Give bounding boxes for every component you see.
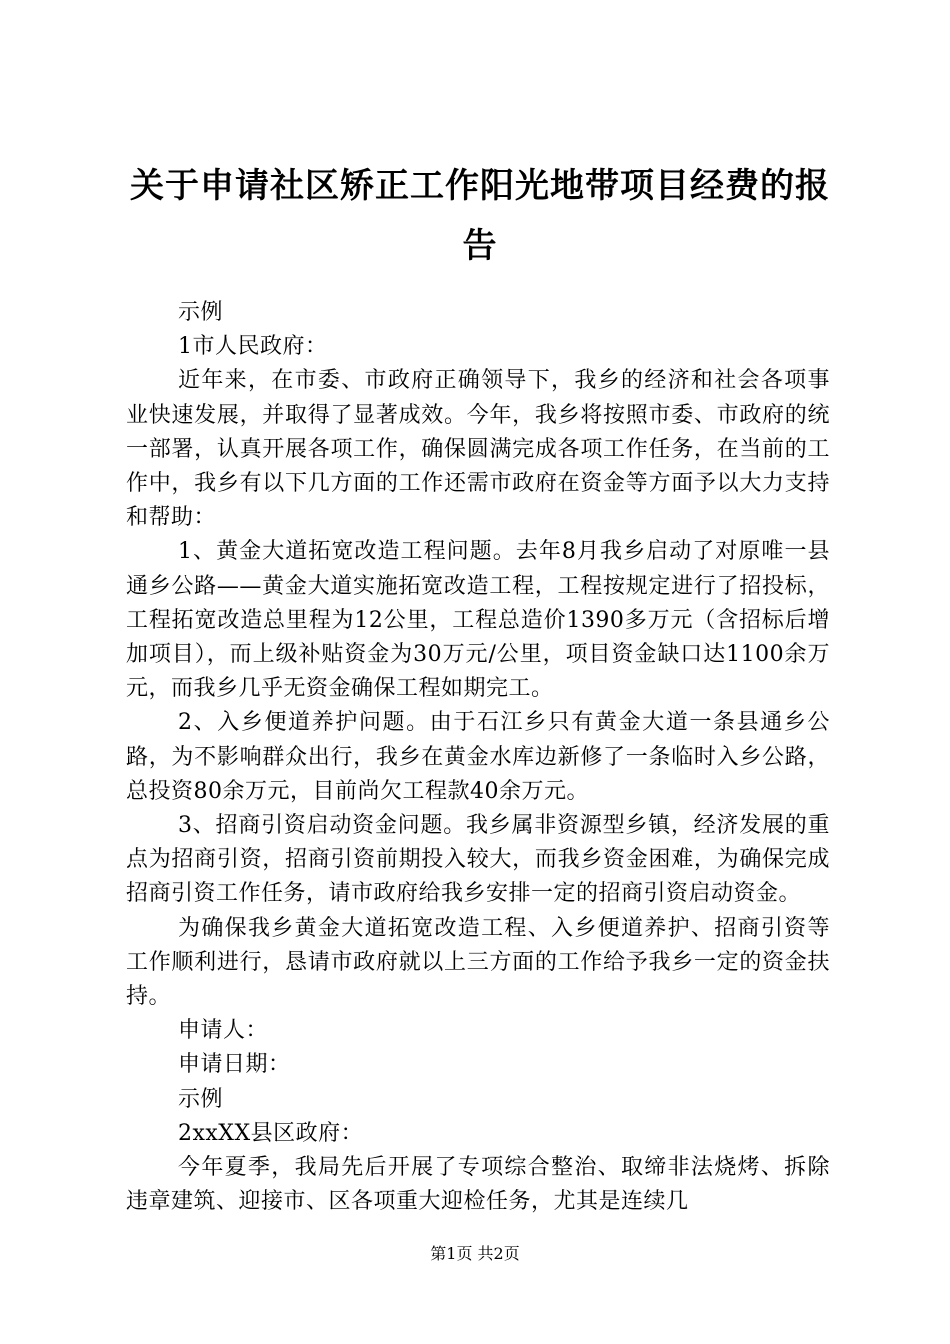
paragraph-addressee: 1市人民政府：: [178, 334, 328, 360]
document-title: 关于申请社区矫正工作阳光地带项目经费的报告: [130, 166, 830, 266]
paragraph-applicant: 申请人：: [178, 1018, 269, 1044]
paragraph-item-2: 2、入乡便道养护问题。由于石江乡只有黄金大道一条县通乡公路，为不影响群众出行，我乡在黄金水库边新修了一条临时入乡公路，总投资80余万元，目前尚欠工程款40余万元。: [126, 710, 830, 804]
paragraph-item-1: 1、黄金大道拓宽改造工程问题。去年8月我乡启动了对原唯一县通乡公路——黄金大道实施拓宽改造工程，工程按规定进行了招投标，工程拓宽改造总里程为12公里，工程总造价1390多万元（含招标后增加项目），而上级补贴资金为30万元/公里，项目资金缺口达1100余万元，而我乡几乎无资金确保工程如期完工。: [126, 539, 830, 702]
paragraph-addressee-2: 2xxXX县区政府：: [178, 1120, 364, 1146]
document-body: [126, 296, 830, 1219]
paragraph-example-label: 示例: [178, 300, 224, 325]
paragraph-intro: 近年来，在市委、市政府正确领导下，我乡的经济和社会各项事业快速发展，并取得了显著成效。今年，我乡将按照市委、市政府的统一部署，认真开展各项工作，确保圆满完成各项工作任务，在当前的工作中，我乡有以下几方面的工作还需市政府在资金等方面予以大力支持和帮助：: [126, 368, 830, 531]
paragraph-item-3: 3、招商引资启动资金问题。我乡属非资源型乡镇，经济发展的重点为招商引资，招商引资前期投入较大，而我乡资金困难，为确保完成招商引资工作任务，请市政府给我乡安排一定的招商引资启动资金。: [126, 813, 830, 907]
paragraph-date: 申请日期：: [178, 1052, 291, 1078]
paragraph-example-label-2: 示例: [178, 1086, 224, 1112]
paragraph-summer: 今年夏季，我局先后开展了专项综合整治、取缔非法烧烤、拆除违章建筑、迎接市、区各项重大迎检任务，尤其是连续几: [126, 1155, 830, 1215]
page-footer: 第1页 共2页: [430, 1244, 520, 1263]
paragraph-conclusion: 为确保我乡黄金大道拓宽改造工程、入乡便道养护、招商引资等工作顺利进行，恳请市政府就以上三方面的工作给予我乡一定的资金扶持。: [126, 915, 830, 1010]
